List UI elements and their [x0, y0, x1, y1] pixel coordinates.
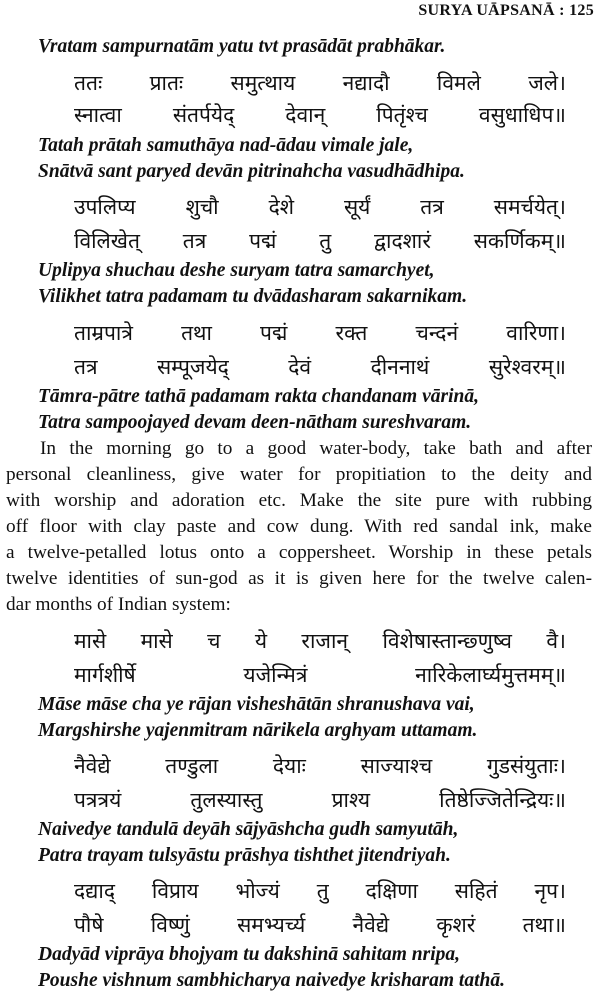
verse-word: ये	[254, 629, 268, 653]
verse-word: विष्णुं	[150, 913, 190, 937]
running-header: SURYA UĀPSANĀ : 125	[418, 2, 594, 19]
verse-word: पत्रत्रयं	[74, 788, 122, 812]
sanskrit-verse-line	[74, 224, 566, 258]
verse-word: नृप।	[534, 879, 566, 903]
prose-line: dar months of Indian system:	[6, 594, 231, 615]
verse-word: देयाः	[272, 754, 306, 778]
verse-word: रक्त	[335, 321, 368, 345]
verse-word: तिष्ठेज्जितेन्द्रियः॥	[439, 788, 566, 812]
transliteration-line: Vilikhet tatra padamam tu dvādasharam sakarnikam.	[38, 286, 468, 307]
verse-word: सहितं	[454, 879, 498, 903]
verse-word: ताम्रपात्रे	[74, 321, 133, 345]
verse-word: उपलिप्य	[74, 195, 136, 219]
verse-word: समभ्यर्च्य	[237, 913, 306, 937]
sanskrit-verse-line	[74, 98, 566, 132]
transliteration-line: Dadyād viprāya bhojyam tu dakshinā sahitam nripa,	[38, 944, 461, 965]
verse-word: ततः	[74, 71, 103, 95]
sanskrit-verse-line	[74, 66, 566, 100]
sanskrit-verse-line	[74, 624, 566, 658]
verse-word: दीननाथं	[370, 355, 430, 379]
verse-word: नारिकेलार्घ्यमुत्तमम्॥	[415, 663, 566, 687]
verse-word: मासे	[74, 629, 107, 653]
prose-line: personal cleanliness, give water for propitiation to the deity and	[6, 464, 592, 485]
verse-word: संतर्पयेद्	[172, 103, 235, 127]
prose-line: with worship and adoration etc. Make the site pure with rubbing	[6, 490, 592, 511]
verse-word: नद्यादौ	[342, 71, 390, 95]
verse-word: मासे	[140, 629, 173, 653]
sanskrit-verse-line	[74, 316, 566, 350]
verse-word: नैवेद्ये	[352, 913, 390, 937]
verse-word: यजेन्मित्रं	[243, 663, 308, 687]
verse-word: तत्र	[420, 195, 444, 219]
verse-word: दद्याद्	[74, 879, 115, 903]
verse-word: जले।	[528, 71, 566, 95]
transliteration-line: Vratam sampurnatām yatu tvt prasādāt prabhākar.	[38, 36, 446, 57]
verse-word: समुत्थाय	[230, 71, 296, 95]
verse-word: दक्षिणा	[365, 879, 418, 903]
verse-word: देवं	[288, 355, 312, 379]
transliteration-line: Patra trayam tulsyāstu prāshya tishthet jitendriyah.	[38, 845, 451, 866]
verse-word: राजान्	[301, 629, 349, 653]
transliteration-line: Tatra sampoojayed devam deen-nātham sureshvaram.	[38, 412, 472, 433]
verse-word: च	[207, 629, 221, 653]
verse-word: मार्गशीर्षे	[74, 663, 136, 687]
verse-word: विशेषास्तान्छ्णुष्व	[382, 629, 512, 653]
verse-word: तथा	[181, 321, 212, 345]
verse-word: सूर्यं	[343, 195, 371, 219]
transliteration-line: Tatah prātah samuthāya nad-ādau vimale jale,	[38, 135, 414, 156]
sanskrit-verse-line	[74, 190, 566, 224]
verse-word: पद्मं	[249, 229, 277, 253]
verse-word: वसुधाधिप॥	[478, 103, 566, 127]
verse-word: सकर्णिकम्॥	[473, 229, 566, 253]
transliteration-line: Tāmra-pātre tathā padamam rakta chandanam vārinā,	[38, 386, 479, 407]
verse-word: साज्याश्च	[360, 754, 433, 778]
prose-line: In the morning go to a good water-body, take bath and after	[40, 438, 592, 459]
sanskrit-verse-line	[74, 350, 566, 384]
verse-word: सुरेश्वरम्॥	[488, 355, 566, 379]
transliteration-line: Naivedye tandulā deyāh sājyāshcha gudh samyutāh,	[38, 819, 459, 840]
verse-word: गुडसंयुताः।	[486, 754, 566, 778]
verse-word: विमले	[436, 71, 481, 95]
verse-word: तत्र	[74, 355, 98, 379]
verse-word: तथा॥	[522, 913, 566, 937]
sanskrit-verse-line	[74, 908, 566, 942]
verse-word: स्नात्वा	[74, 103, 122, 127]
prose-line: off floor with clay paste and cow dung. With red sandal ink, make	[6, 516, 592, 537]
verse-word: प्रातः	[149, 71, 184, 95]
verse-word: वै।	[546, 629, 566, 653]
transliteration-line: Uplipya shuchau deshe suryam tatra samarchyet,	[38, 260, 435, 281]
verse-word: शुचौ	[185, 195, 219, 219]
verse-word: प्राश्य	[331, 788, 371, 812]
verse-word: वारिणा।	[506, 321, 566, 345]
verse-word: देवान्	[285, 103, 326, 127]
verse-word: भोज्यं	[235, 879, 280, 903]
verse-word: तु	[316, 879, 329, 903]
transliteration-line: Māse māse cha ye rājan visheshātān shranushava vai,	[38, 694, 475, 715]
sanskrit-verse-line	[74, 783, 566, 817]
verse-word: समर्चयेत्।	[493, 195, 566, 219]
verse-word: पितृंश्च	[376, 103, 428, 127]
verse-word: पौषे	[74, 913, 104, 937]
sanskrit-verse-line	[74, 749, 566, 783]
verse-word: विलिखेत्	[74, 229, 140, 253]
verse-word: देशे	[268, 195, 294, 219]
transliteration-line: Snātvā sant paryed devān pitrinahcha vasudhādhipa.	[38, 161, 465, 182]
verse-word: सम्पूजयेद्	[157, 355, 229, 379]
verse-word: चन्दनं	[415, 321, 459, 345]
transliteration-line: Poushe vishnum sambhicharya naivedye krisharam tathā.	[38, 970, 505, 991]
verse-word: कृशरं	[436, 913, 476, 937]
verse-word: पद्मं	[260, 321, 288, 345]
verse-word: द्वादशारं	[373, 229, 431, 253]
transliteration-line: Margshirshe yajenmitram nārikela arghyam uttamam.	[38, 720, 478, 741]
verse-word: तत्र	[182, 229, 207, 253]
prose-line: twelve identities of sun-god as it is given here for the twelve calen-	[6, 568, 592, 589]
sanskrit-verse-line	[74, 658, 566, 692]
verse-word: विप्राय	[151, 879, 199, 903]
verse-word: तुलस्यास्तु	[190, 788, 263, 812]
prose-line: a twelve-petalled lotus onto a coppersheet. Worship in these petals	[6, 542, 592, 563]
verse-word: तण्डुला	[165, 754, 219, 778]
verse-word: नैवेद्ये	[74, 754, 111, 778]
verse-word: तु	[319, 229, 332, 253]
sanskrit-verse-line	[74, 874, 566, 908]
